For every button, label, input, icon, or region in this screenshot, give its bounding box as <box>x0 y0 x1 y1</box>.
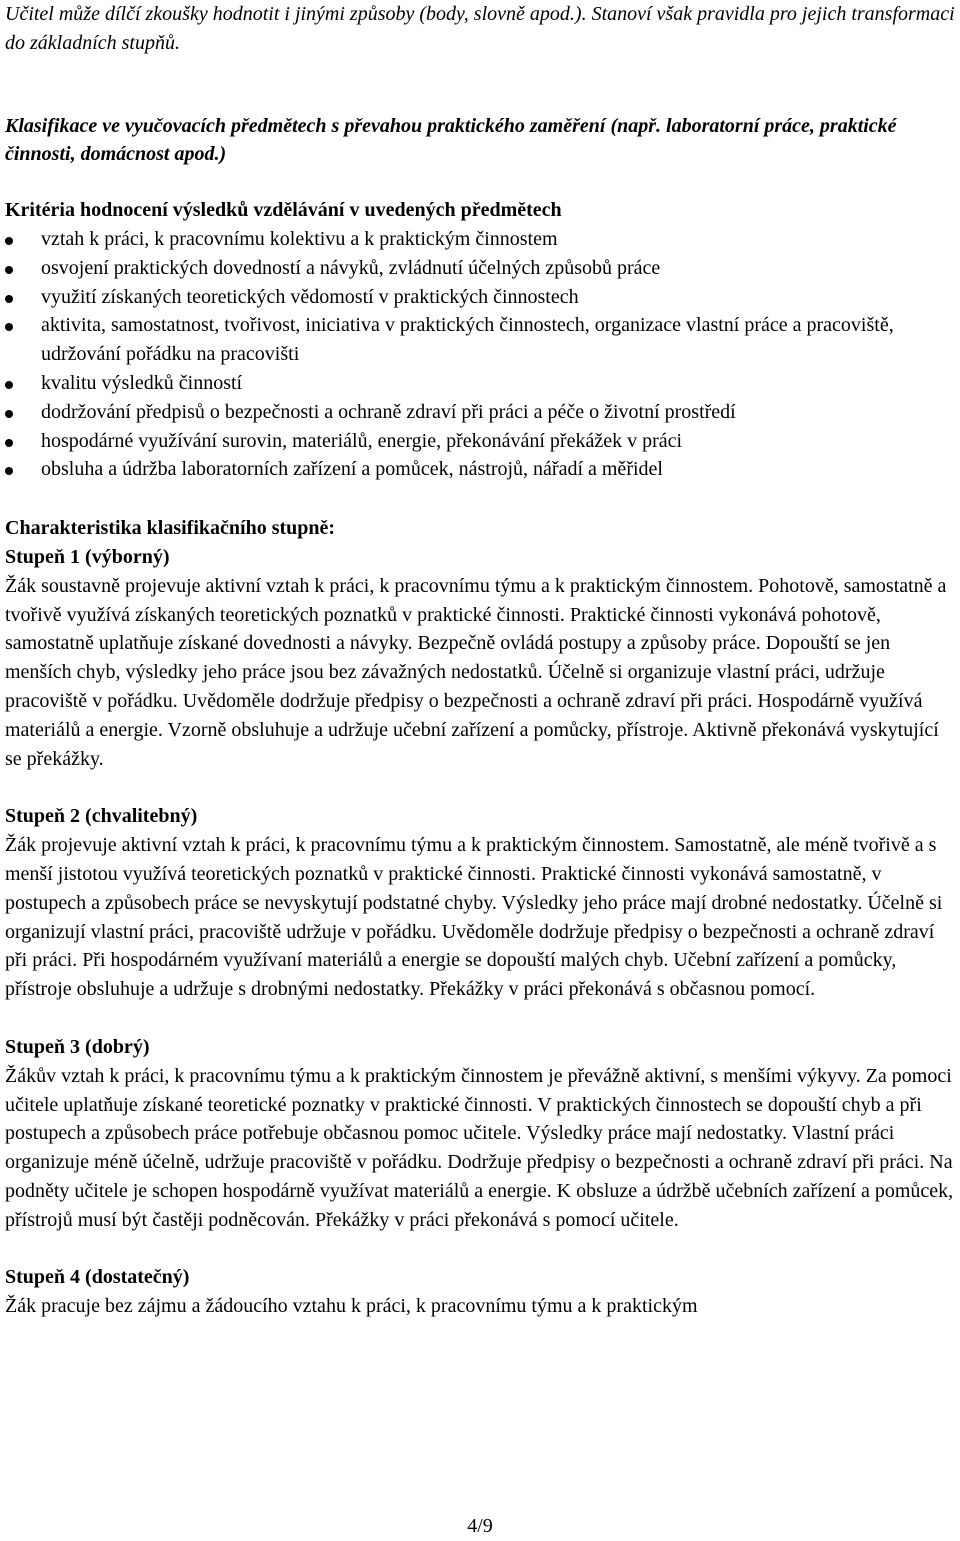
grade-title: Stupeň 2 (chvalitebný) <box>5 805 198 828</box>
bullet-icon <box>5 410 13 418</box>
criteria-item-text: obsluha a údržba laboratorních zařízení a pomůcek, nástrojů, nářadí a měřidel <box>41 458 663 481</box>
page-number: 4/9 <box>467 1515 493 1537</box>
criteria-item <box>5 455 955 484</box>
criteria-item <box>5 398 955 427</box>
grade-block <box>5 1263 955 1321</box>
grade-description: Žák soustavně projevuje aktivní vztah k práci, k pracovnímu týmu a k praktickým činnostem. Pohotově, samostatně a tvořivě využívá získaných teoretických poznatků v praktické činnosti. Praktické činnosti vykonává pohotově, samostatně uplatňuje získané dovednosti a návyky. Bezpečně ovládá postupy a způsoby práce. Dopouští se jen menších chyb, výsledky jeho práce jsou bez závažných nedostatků. Účelně si organizuje vlastní práci, udržuje pracoviště v pořádku. Uvědoměle dodržuje předpisy o bezpečnosti a ochraně zdraví při práci. Hospodárně využívá materiálů a energie. Vzorně obsluhuje a udržuje učební zařízení a pomůcky, přístroje. Aktivně překonává vyskytující se překážky. <box>5 574 947 770</box>
bullet-icon <box>5 237 13 245</box>
grade-title: Stupeň 1 (výborný) <box>5 545 170 568</box>
grade-block <box>5 543 955 773</box>
characteristics-heading: Charakteristika klasifikačního stupně: <box>5 517 336 540</box>
criteria-item <box>5 254 955 283</box>
criteria-item-text: vztah k práci, k pracovnímu kolektivu a k praktickým činnostem <box>41 227 558 250</box>
bullet-icon <box>5 323 13 331</box>
bullet-icon <box>5 439 13 447</box>
section-heading: Klasifikace ve vyučovacích předmětech s převahou praktického zaměření (např. laboratorní práce, praktické činnosti, domácnost apod.) <box>5 114 897 166</box>
criteria-item <box>5 311 955 369</box>
grade-title: Stupeň 4 (dostatečný) <box>5 1266 190 1289</box>
criteria-item-text: aktivita, samostatnost, tvořivost, iniciativa v praktických činnostech, organizace vlastní práce a pracoviště, udržování pořádku na pracovišti <box>41 314 894 366</box>
bullet-icon <box>5 381 13 389</box>
criteria-item-text: osvojení praktických dovedností a návyků, zvládnutí účelných způsobů práce <box>41 256 661 279</box>
criteria-item <box>5 283 955 312</box>
criteria-item <box>5 427 955 456</box>
grade-description: Žák projevuje aktivní vztah k práci, k pracovnímu týmu a k praktickým činnostem. Samostatně, ale méně tvořivě a s menší jistotou využívá teoretických poznatků v praktické činnosti. Praktické činnosti vykonává samostatně, v postupech a způsobech práce se nevyskytují podstatné chyby. Výsledky jeho práce mají drobné nedostatky. Účelně si organizují vlastní práci, pracoviště udržuje v pořádku. Uvědoměle dodržuje předpisy o bezpečnosti a ochraně zdraví při práci. Při hospodárném využívaní materiálů a energie se dopouští malých chyb. Učební zařízení a pomůcky, přístroje obsluhuje a udržuje s drobnými nedostatky. Překážky v práci překonává s občasnou pomocí. <box>5 834 943 1001</box>
bullet-icon <box>5 266 13 274</box>
bullet-icon <box>5 295 13 303</box>
grade-description: Žákův vztah k práci, k pracovnímu týmu a k praktickým činnostem je převážně aktivní, s menšími výkyvy. Za pomoci učitele uplatňuje získané teoretické poznatky v praktické činnosti. V praktických činnostech se dopouští chyb a při postupech a způsobech práce potřebuje občasnou pomoc učitele. Výsledky práce mají nedostatky. Vlastní práci organizuje méně účelně, udržuje pracoviště v pořádku. Dodržuje předpisy o bezpečnosti a ochraně zdraví při práci. Na podněty učitele je schopen hospodárně využívat materiálů a energie. K obsluze a údržbě učebních zařízení a pomůcek, přístrojů musí být častěji podněcován. Překážky v práci překonává s pomocí učitele. <box>5 1064 954 1231</box>
criteria-item-text: hospodárné využívání surovin, materiálů, energie, překonávání překážek v práci <box>41 429 683 452</box>
document-page <box>5 0 955 1321</box>
criteria-item <box>5 225 955 254</box>
grade-description: Žák pracuje bez zájmu a žádoucího vztahu k práci, k pracovnímu týmu a k praktickým <box>5 1295 698 1318</box>
criteria-item <box>5 369 955 398</box>
criteria-item-text: využití získaných teoretických vědomostí v praktických činnostech <box>41 285 579 308</box>
criteria-heading: Kritéria hodnocení výsledků vzdělávání v uvedených předmětech <box>5 199 562 222</box>
grade-block <box>5 1033 955 1235</box>
bullet-icon <box>5 467 13 475</box>
grade-title: Stupeň 3 (dobrý) <box>5 1035 150 1058</box>
intro-paragraph: Učitel může dílčí zkoušky hodnotit i jinými způsoby (body, slovně apod.). Stanoví však pravidla pro jejich transformaci do základních stupňů. <box>5 3 955 54</box>
grade-block <box>5 802 955 1004</box>
criteria-item-text: kvalitu výsledků činností <box>41 371 243 394</box>
criteria-list <box>5 225 955 484</box>
criteria-item-text: dodržování předpisů o bezpečnosti a ochraně zdraví při práci a péče o životní prostředí <box>41 400 736 423</box>
